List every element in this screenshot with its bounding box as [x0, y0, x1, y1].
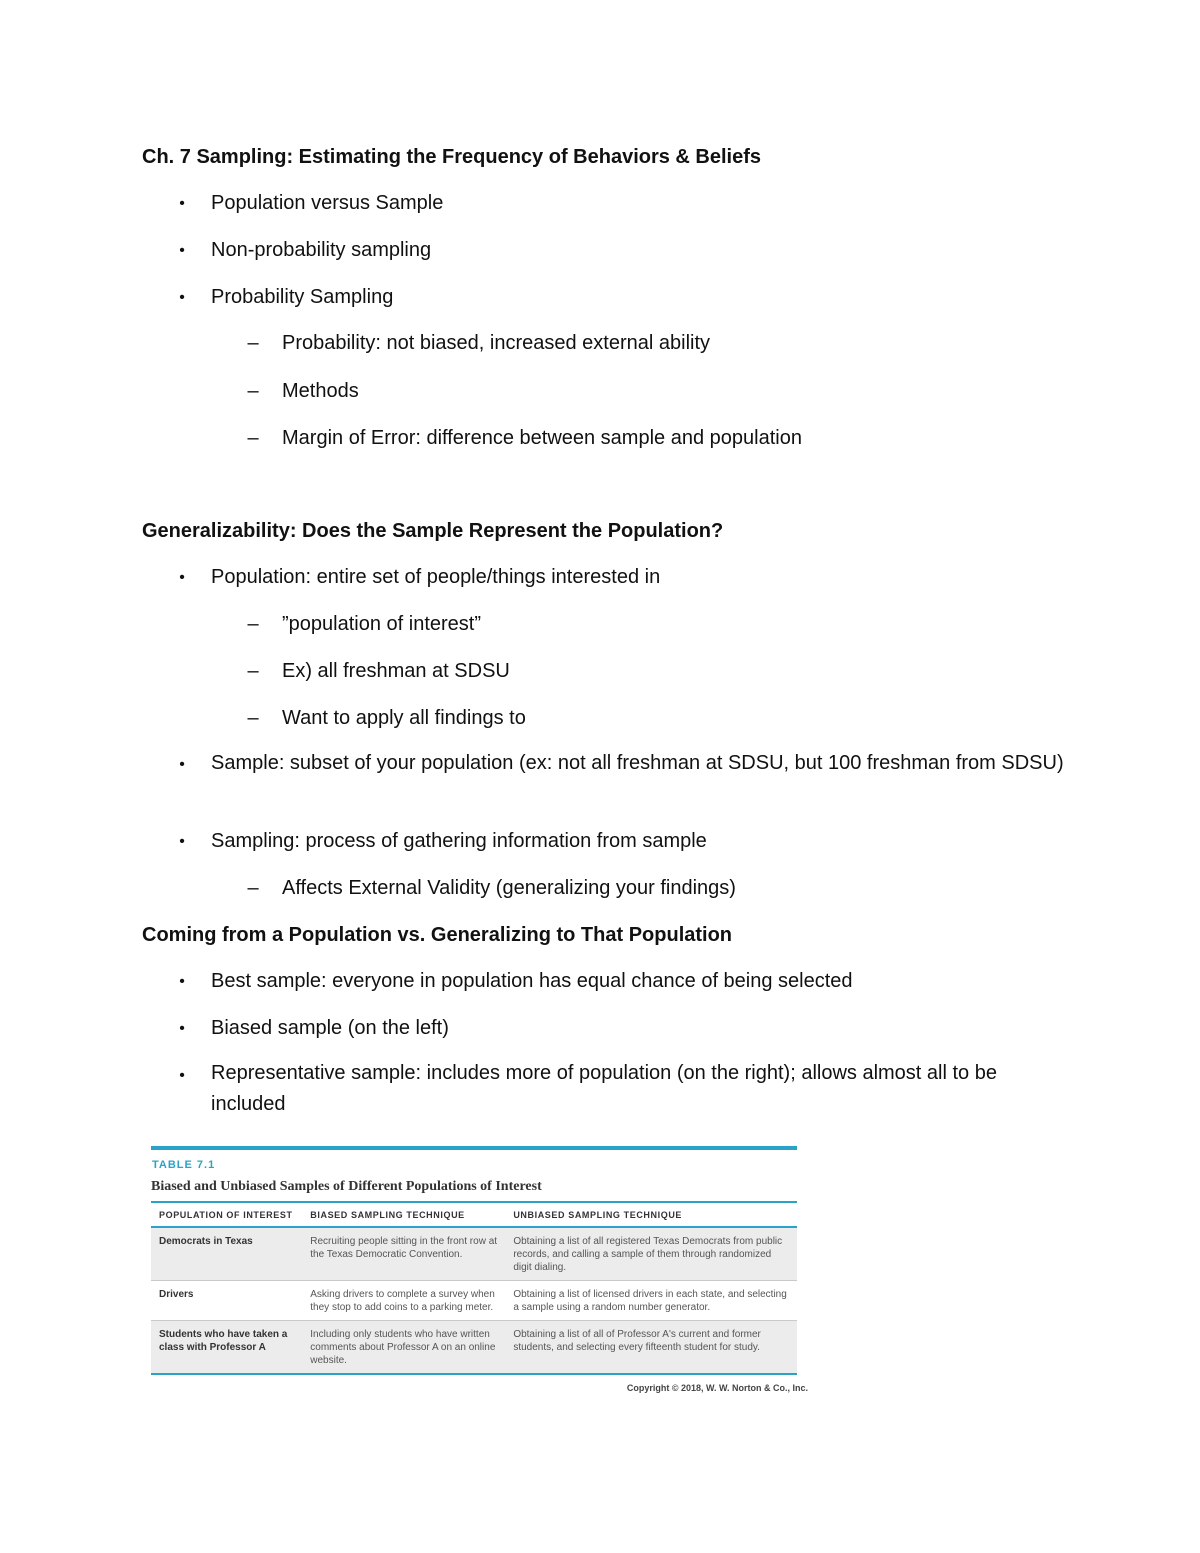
table-cell: Students who have taken a class with Professor A: [151, 1321, 302, 1375]
sub-list-item: ”population of interest”: [282, 613, 482, 635]
dash: –: [247, 877, 259, 899]
list-item: Biased sample (on the left): [211, 1017, 449, 1039]
dash: –: [247, 660, 259, 682]
bullet: •: [179, 833, 185, 850]
table-cell: Drivers: [151, 1281, 302, 1321]
dash: –: [247, 613, 259, 635]
table-row: [151, 1281, 797, 1321]
list-item: Sampling: process of gathering information from sample: [211, 830, 707, 852]
table-cell: Obtaining a list of licensed drivers in each state, and selecting a sample using a random number generator.: [505, 1281, 797, 1321]
bullet: •: [179, 242, 185, 259]
table-cell: Democrats in Texas: [151, 1227, 302, 1281]
list-item: Best sample: everyone in population has equal chance of being selected: [211, 970, 853, 992]
column-header: UNBIASED SAMPLING TECHNIQUE: [505, 1203, 797, 1227]
figure-rule: [151, 1146, 797, 1150]
sub-list-item: Margin of Error: difference between sample and population: [282, 427, 802, 449]
sub-list-item: Probability: not biased, increased external ability: [282, 332, 711, 354]
column-header: POPULATION OF INTEREST: [151, 1203, 302, 1227]
table-number: TABLE 7.1: [152, 1159, 216, 1171]
copyright-notice: Copyright © 2018, W. W. Norton & Co., Inc.: [626, 1383, 808, 1393]
table-header-row: [151, 1203, 797, 1227]
list-item: Non-probability sampling: [211, 239, 432, 261]
bullet: •: [179, 1020, 185, 1037]
section-heading: Generalizability: Does the Sample Represent the Population?: [142, 520, 724, 542]
dash: –: [247, 427, 259, 449]
bullet: •: [179, 289, 185, 306]
bullet: •: [179, 973, 185, 990]
table-cell: Including only students who have written comments about Professor A on an online website.: [302, 1321, 505, 1375]
dash: –: [247, 707, 259, 729]
sampling-table: [151, 1203, 797, 1375]
sub-list-item: Affects External Validity (generalizing your findings): [282, 877, 736, 899]
table-row: [151, 1227, 797, 1281]
list-item: Representative sample: includes more of population (on the right); allows almost all to be included: [211, 1062, 997, 1115]
bullet: •: [179, 569, 185, 586]
table-row: [151, 1321, 797, 1375]
sub-list-item: Methods: [282, 380, 359, 402]
table-cell: Obtaining a list of all of Professor A's current and former students, and selecting every fifteenth student for study.: [505, 1321, 797, 1375]
table-cell: Asking drivers to complete a survey when they stop to add coins to a parking meter.: [302, 1281, 505, 1321]
table-title: Biased and Unbiased Samples of Different Populations of Interest: [151, 1179, 542, 1194]
list-item: Population versus Sample: [211, 192, 444, 214]
list-item: Population: entire set of people/things interested in: [211, 566, 661, 588]
bullet: •: [179, 195, 185, 212]
table-figure: [151, 1146, 797, 1375]
column-header: BIASED SAMPLING TECHNIQUE: [302, 1203, 505, 1227]
bullet: •: [179, 756, 185, 773]
list-item: Sample: subset of your population (ex: not all freshman at SDSU, but 100 freshman from SDSU): [211, 752, 1064, 774]
section-heading: Coming from a Population vs. Generalizing to That Population: [142, 924, 733, 946]
dash: –: [247, 332, 259, 354]
bullet: •: [179, 1067, 185, 1084]
list-item: Probability Sampling: [211, 286, 394, 308]
table-cell: Recruiting people sitting in the front row at the Texas Democratic Convention.: [302, 1227, 505, 1281]
chapter-heading: Ch. 7 Sampling: Estimating the Frequency of Behaviors & Beliefs: [142, 146, 762, 168]
dash: –: [247, 380, 259, 402]
sub-list-item: Ex) all freshman at SDSU: [282, 660, 510, 682]
table-cell: Obtaining a list of all registered Texas Democrats from public records, and calling a sample of them through randomized digit dialing.: [505, 1227, 797, 1281]
sub-list-item: Want to apply all findings to: [282, 707, 526, 729]
